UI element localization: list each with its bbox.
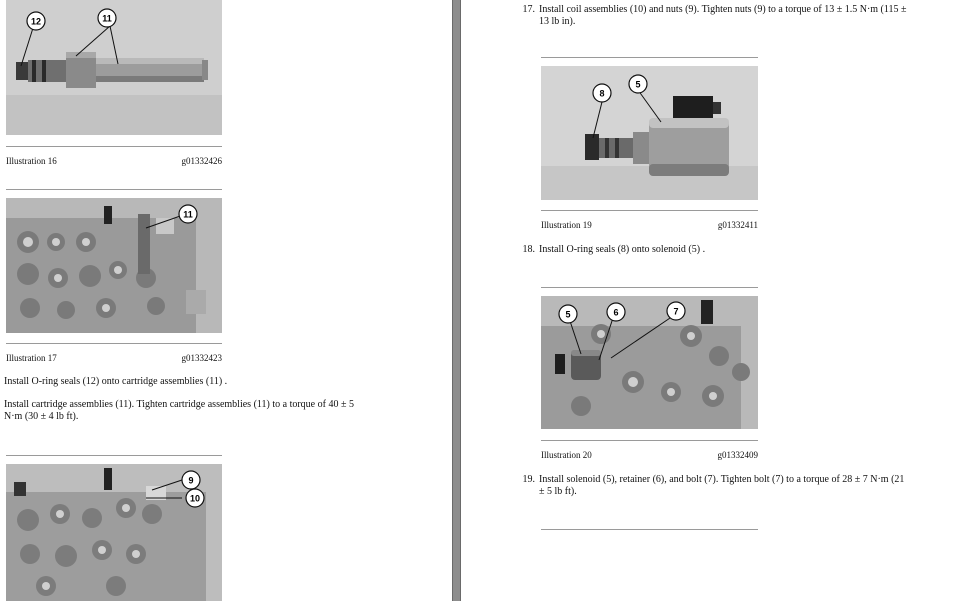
rule bbox=[541, 287, 758, 288]
illustration-19-photo bbox=[541, 66, 758, 200]
rule bbox=[541, 57, 758, 58]
step-install-cartridge-line1: Install cartridge assemblies (11). Tighten cartridge assemblies (11) to a torque of 40 ± 5 bbox=[4, 399, 354, 410]
callout-11-label: 11 bbox=[102, 13, 112, 24]
callout-6-label: 6 bbox=[613, 307, 619, 318]
callout-10-label: 10 bbox=[189, 493, 201, 504]
step-install-o-ring-seals: Install O-ring seals (12) onto cartridge assemblies (11) . bbox=[4, 376, 228, 387]
illustration-19-caption: Illustration 19 bbox=[541, 220, 592, 230]
step-18-text: Install O-ring seals (8) onto solenoid (5) . bbox=[539, 244, 706, 255]
callout-7-icon bbox=[665, 300, 687, 322]
page-gutter bbox=[452, 0, 461, 601]
callout-7-label: 7 bbox=[673, 306, 679, 317]
step-17-number: 17. bbox=[522, 4, 535, 15]
right-page bbox=[461, 0, 960, 601]
rule bbox=[541, 210, 758, 211]
step-18-number: 18. bbox=[522, 244, 535, 255]
callout-8-icon bbox=[591, 82, 613, 104]
rule bbox=[541, 440, 758, 441]
callout-10-icon bbox=[184, 487, 206, 509]
illustration-16-caption: Illustration 16 bbox=[6, 156, 57, 166]
callout-5-icon bbox=[557, 303, 579, 325]
rule bbox=[6, 146, 222, 147]
callout-5-label: 5 bbox=[635, 79, 641, 90]
step-17-line1: Install coil assemblies (10) and nuts (9). Tighten nuts (9) to a torque of 13 ± 1.5 N·m (115 ± bbox=[539, 4, 907, 15]
callout-5-label: 5 bbox=[565, 309, 571, 320]
left-page bbox=[0, 0, 452, 601]
rule bbox=[541, 529, 758, 530]
callout-11-icon bbox=[177, 203, 199, 225]
illustration-17-code: g01332423 bbox=[181, 353, 222, 363]
rule bbox=[6, 189, 222, 190]
callout-9-label: 9 bbox=[188, 475, 194, 486]
illustration-20-caption: Illustration 20 bbox=[541, 450, 592, 460]
illustration-16-code: g01332426 bbox=[181, 156, 222, 166]
callout-6-icon bbox=[605, 301, 627, 323]
step-19-number: 19. bbox=[522, 474, 535, 485]
illustration-19-code: g01332411 bbox=[717, 220, 758, 230]
step-17-line2: 13 lb in). bbox=[539, 16, 576, 27]
step-19-line2: ± 5 lb ft). bbox=[539, 486, 577, 497]
callout-12-label: 12 bbox=[30, 16, 42, 27]
callout-5-icon bbox=[627, 73, 649, 95]
callout-11-icon bbox=[96, 7, 118, 29]
step-install-cartridge-line2: N·m (30 ± 4 lb ft). bbox=[4, 411, 79, 422]
illustration-17-caption: Illustration 17 bbox=[6, 353, 57, 363]
callout-11-label: 11 bbox=[183, 209, 193, 220]
rule bbox=[6, 343, 222, 344]
callout-12-icon bbox=[25, 10, 47, 32]
rule bbox=[6, 455, 222, 456]
step-19-line1: Install solenoid (5), retainer (6), and bolt (7). Tighten bolt (7) to a torque of 28 ± 7 N·m (21 bbox=[539, 474, 905, 485]
callout-8-label: 8 bbox=[599, 88, 605, 99]
illustration-20-code: g01332409 bbox=[717, 450, 758, 460]
